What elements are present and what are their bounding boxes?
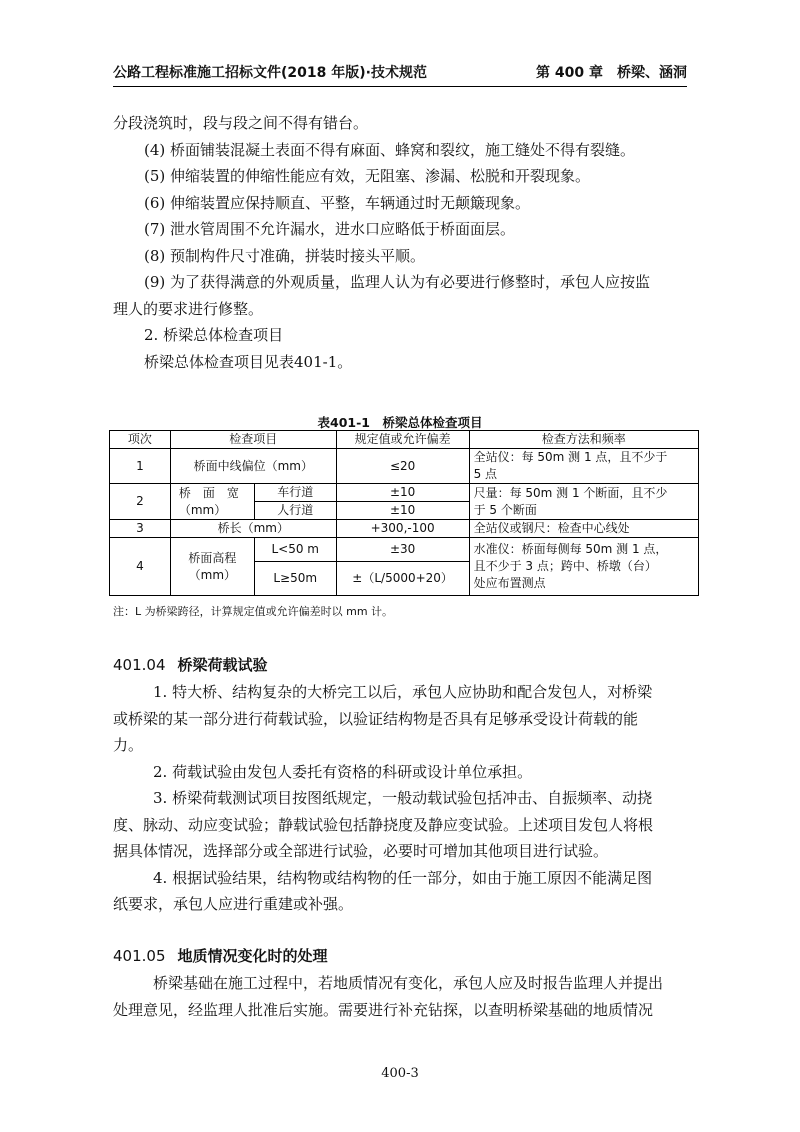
paragraph: (6) 伸缩装置应保持顺直、平整，车辆通过时无颠簸现象。 xyxy=(144,193,531,212)
paragraph: (5) 伸缩装置的伸缩性能应有效，无阻塞、渗漏、松脱和开裂现象。 xyxy=(144,167,591,185)
table-cell: ±10 xyxy=(336,502,469,520)
paragraph: 纸要求，承包人应进行重建或补强。 xyxy=(113,895,354,913)
method-line: 水准仪：桥面每侧每 50m 测 1 点， xyxy=(473,542,668,556)
header-cell: 检查项目 xyxy=(170,431,336,449)
section-number: 401.05 xyxy=(113,947,166,965)
section-heading-401-05 xyxy=(113,945,328,966)
paragraph: (8) 预制构件尺寸准确，拼装时接头平顺。 xyxy=(144,246,426,265)
paragraph: 桥梁基础在施工过程中，若地质情况有变化，承包人应及时报告监理人并提出 xyxy=(153,974,664,992)
item-line: 桥面高程 xyxy=(188,550,237,565)
paragraph: (4) 桥面铺装混凝土表面不得有麻面、蜂窝和裂纹，施工缝处不得有裂缝。 xyxy=(144,140,636,159)
table-note: 注：L 为桥梁跨径，计算规定值或允许偏差时以 mm 计。 xyxy=(113,605,394,618)
header-cell: 项次 xyxy=(110,431,171,449)
table-cell: 桥长（mm） xyxy=(170,520,336,538)
table-row xyxy=(110,449,699,484)
table-cell: 2 xyxy=(110,484,171,520)
table-cell: 3 xyxy=(110,520,171,538)
page-number: 400-3 xyxy=(381,1066,419,1081)
table-cell: +300,-100 xyxy=(336,520,469,538)
section-heading-401-04 xyxy=(113,654,268,675)
table-cell xyxy=(469,449,698,484)
method-line: 且不少于 3 点；跨中、桥墩（台） xyxy=(473,559,657,573)
paragraph: 桥梁总体检查项目见表401-1。 xyxy=(144,352,353,371)
paragraph: 处理意见，经监理人批准后实施。需要进行补充钻探，以查明桥梁基础的地质情况 xyxy=(113,1000,654,1019)
paragraph: 分段浇筑时，段与段之间不得有错台。 xyxy=(113,114,369,132)
table-cell xyxy=(469,484,698,520)
section-401-05-body xyxy=(113,970,689,1023)
document-title: 公路工程标准施工招标文件(2018 年版)·技术规范 xyxy=(113,65,427,81)
table-cell: 人行道 xyxy=(254,502,336,520)
paragraph: 4. 根据试验结果，结构物或结构物的任一部分，如由于施工原因不能满足图 xyxy=(153,868,653,887)
paragraph: 力。 xyxy=(113,736,144,754)
table-cell: L≥50m xyxy=(254,562,336,596)
method-line: 全站仪：每 50m 测 1 点，且不少于 xyxy=(473,450,668,464)
method-line: 处应布置测点 xyxy=(473,576,546,590)
table-header-row xyxy=(110,431,699,449)
table-cell: ±10 xyxy=(336,484,469,502)
item-line: （mm） xyxy=(178,502,227,517)
paragraph: 据具体情况，选择部分或全部进行试验，必要时可增加其他项目进行试验。 xyxy=(113,842,609,860)
table-cell: 全站仪或钢尺：检查中心线处 xyxy=(469,520,698,538)
paragraph: 或桥梁的某一部分进行荷载试验，以验证结构物是否具有足够承受设计荷载的能 xyxy=(113,709,639,728)
table-cell: 4 xyxy=(110,538,171,596)
section-title: 地质情况变化时的处理 xyxy=(177,947,328,965)
table-cell: ≤20 xyxy=(336,449,469,484)
inspection-table xyxy=(109,430,699,596)
table-row xyxy=(110,538,699,562)
table-cell: 车行道 xyxy=(254,484,336,502)
method-line: 于 5 个断面 xyxy=(473,502,537,517)
header-cell: 规定值或允许偏差 xyxy=(336,431,469,449)
table-row xyxy=(110,484,699,502)
section-title: 桥梁荷载试验 xyxy=(177,656,268,674)
table-caption: 表401-1 桥梁总体检查项目 xyxy=(317,415,483,430)
paragraph: 2. 荷载试验由发包人委托有资格的科研或设计单位承担。 xyxy=(153,762,533,781)
section-number: 401.04 xyxy=(113,656,166,674)
paragraph: (9) 为了获得满意的外观质量，监理人认为有必要进行修整时，承包人应按监 xyxy=(144,273,651,291)
table-cell xyxy=(170,484,254,520)
chapter-title: 第 400 章 桥梁、涵洞 xyxy=(536,65,687,81)
paragraph: 2. 桥梁总体检查项目 xyxy=(144,326,284,344)
top-paragraphs xyxy=(113,110,689,375)
table-cell: L<50 m xyxy=(254,538,336,562)
table-cell: 1 xyxy=(110,449,171,484)
table-cell: ±（L/5000+20） xyxy=(336,562,469,596)
item-line: （mm） xyxy=(188,567,237,582)
header-cell: 检查方法和频率 xyxy=(469,431,698,449)
table-cell: ±30 xyxy=(336,538,469,562)
page-header xyxy=(113,62,687,87)
paragraph: 1. 特大桥、结构复杂的大桥完工以后，承包人应协助和配合发包人，对桥梁 xyxy=(153,683,653,701)
table-cell xyxy=(469,538,698,596)
section-401-04-body xyxy=(113,679,689,918)
paragraph: 3. 桥梁荷载测试项目按图纸规定，一般动载试验包括冲击、自振频率、动挠 xyxy=(153,789,653,807)
table-cell: 桥面中线偏位（mm） xyxy=(170,449,336,484)
method-line: 尺量：每 50m 测 1 个断面，且不少 xyxy=(473,485,668,500)
paragraph: (7) 泄水管周围不允许漏水，进水口应略低于桥面面层。 xyxy=(144,220,516,238)
paragraph: 度、脉动、动应变试验；静载试验包括静挠度及静应变试验。上述项目发包人将根 xyxy=(113,815,654,834)
method-line: 5 点 xyxy=(473,467,498,481)
table-cell xyxy=(170,538,254,596)
table-row xyxy=(110,520,699,538)
paragraph: 理人的要求进行修整。 xyxy=(113,299,264,318)
item-line: 桥 面 宽 xyxy=(178,485,239,500)
